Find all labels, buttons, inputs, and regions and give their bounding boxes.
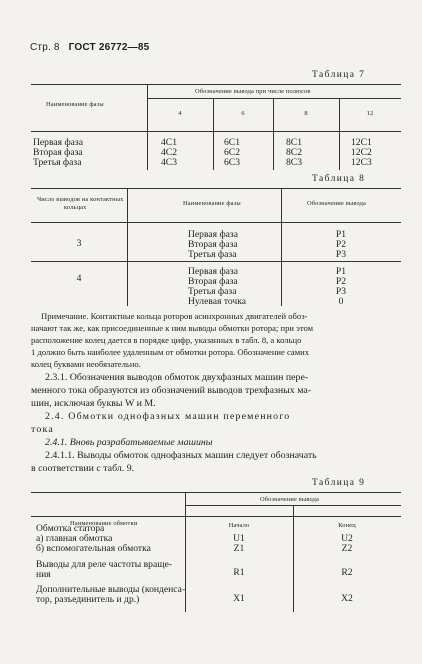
table8-phase-cell: Нулевая точка bbox=[188, 296, 247, 307]
table7-code-cell: 8C2 bbox=[286, 147, 302, 158]
table8-count-cell: 3 bbox=[76, 238, 82, 249]
table9-code-cell: U2 bbox=[341, 533, 353, 544]
table8-col-code: Обозначение вывода bbox=[307, 200, 366, 207]
table8-phase-cell: Третья фаза bbox=[188, 286, 237, 297]
table8-col-phase: Наименование фазы bbox=[183, 200, 241, 207]
table7-pole-6: 6 bbox=[241, 110, 245, 117]
table7-top-rule bbox=[31, 84, 401, 85]
table7-code-cell: 4C1 bbox=[161, 137, 177, 148]
table9-row-label: б) вспомогательная обмотка bbox=[36, 543, 151, 554]
table7-pole-8: 8 bbox=[304, 110, 308, 117]
table8-phase-cell: Первая фаза bbox=[188, 266, 238, 277]
table7-code-cell: 8C1 bbox=[286, 137, 302, 148]
table7-vline bbox=[339, 98, 340, 170]
table9-row-label: ния bbox=[36, 569, 51, 580]
table9-row-label: Обмотка статора bbox=[36, 523, 105, 534]
table7-code-cell: 6C2 bbox=[224, 147, 240, 158]
table8-group-rule bbox=[31, 261, 401, 262]
table7-caption: Таблица 7 bbox=[312, 70, 366, 80]
table9-code-cell: R1 bbox=[233, 567, 245, 578]
standard-number: ГОСТ 26772—85 bbox=[68, 42, 150, 53]
table8-phase-cell: Третья фаза bbox=[188, 249, 237, 260]
note-line: Примечание. Контактные кольца роторов асинхронных двигателей обоз- bbox=[41, 311, 308, 321]
table9-top-rule bbox=[31, 492, 401, 493]
section-2-4-1-heading bbox=[45, 436, 401, 449]
table7-code-cell: 6C3 bbox=[224, 157, 240, 168]
table9-col-end: Конец bbox=[338, 522, 356, 529]
table8-code-cell: P2 bbox=[335, 276, 347, 287]
table7-code-cell: 4C2 bbox=[161, 147, 177, 158]
table7-code-cell: 12C1 bbox=[351, 137, 372, 148]
table7-code-cell: 12C3 bbox=[351, 157, 372, 168]
table8-vline bbox=[127, 188, 128, 306]
table7-phase-cell: Третья фаза bbox=[33, 157, 82, 168]
page-number: Стр. 8 bbox=[30, 42, 60, 53]
paragraph-2-3-1: шин, исключая буквы W и M. bbox=[31, 398, 156, 409]
table7-phase-cell: Вторая фаза bbox=[33, 147, 83, 158]
table8-top-rule bbox=[31, 188, 401, 189]
paragraph-2-4-1-1: 2.4.1.1. Выводы обмоток однофазных машин следует обозначать bbox=[45, 450, 317, 461]
note-line: 1 должно быть наиболее удаленным от обмотки ротора. Обозначение самих bbox=[31, 347, 310, 357]
table9-col-winding: Наименование обмотки bbox=[70, 520, 138, 527]
table8-phase-cell: Первая фаза bbox=[188, 229, 238, 240]
table8-count-cell: 4 bbox=[76, 273, 82, 284]
table9-code-cell: U1 bbox=[233, 533, 245, 544]
table9-code-cell: R2 bbox=[341, 567, 353, 578]
table7-vline bbox=[273, 98, 274, 170]
table7-code-cell: 4C3 bbox=[161, 157, 177, 168]
paragraph-2-4-1-1: в соответствии с табл. 9. bbox=[31, 463, 135, 474]
table9-code-cell: Z2 bbox=[341, 543, 353, 554]
table9-header-rule bbox=[31, 516, 401, 517]
page-header bbox=[30, 42, 149, 53]
table9-row-label: а) главная обмотка bbox=[36, 533, 113, 544]
note-line: начают так же, как присоединенные к ним выводы обмотки ротора; при этом bbox=[31, 323, 314, 333]
table8-code-cell: 0 bbox=[338, 296, 344, 307]
section-2-4-1-text: 2.4.1. Вновь разрабатываемые машины bbox=[45, 437, 213, 448]
table7-code-cell: 12C2 bbox=[351, 147, 372, 158]
paragraph-2-3-1: 2.3.1. Обозначения выводов обмоток двухфазных машин пере- bbox=[45, 372, 309, 383]
table8-header-rule bbox=[31, 222, 401, 223]
table8-col-count: Число выводов на контактных bbox=[37, 196, 124, 203]
note-line: расположение колец дается в порядке цифр, указанных в табл. 8, а кольцо bbox=[31, 335, 302, 345]
table8-phase-cell: Вторая фаза bbox=[188, 239, 238, 250]
table8-code-cell: P2 bbox=[335, 239, 347, 250]
table7-group-rule bbox=[147, 98, 401, 99]
table9-code-cell: Z1 bbox=[233, 543, 245, 554]
table7-vline bbox=[213, 98, 214, 170]
table9-row-label: Дополнительные выводы (конденса- bbox=[36, 584, 186, 595]
table9-caption: Таблица 9 bbox=[312, 478, 366, 488]
table7-col-phase-name: Наименование фазы bbox=[46, 101, 104, 108]
table8-code-cell: P3 bbox=[335, 286, 347, 297]
table8-code-cell: P1 bbox=[335, 266, 347, 277]
table9-group-header: Обозначение вывода bbox=[260, 496, 319, 503]
table9-col-start: Начало bbox=[228, 522, 250, 529]
table9-row-label: тор, разъединитель и др.) bbox=[36, 594, 140, 605]
table7-phase-cell: Первая фаза bbox=[33, 137, 83, 148]
note-line: колец буквами необязательно. bbox=[31, 359, 141, 369]
table8-code-cell: P3 bbox=[335, 249, 347, 260]
table8-col-count-cont: кольцах bbox=[64, 204, 87, 211]
table8-phase-cell: Вторая фаза bbox=[188, 276, 238, 287]
table7-group-header: Обозначение вывода при числе полюсов bbox=[195, 88, 311, 95]
table7-code-cell: 6C1 bbox=[224, 137, 240, 148]
table8-code-cell: P1 bbox=[335, 229, 347, 240]
table7-code-cell: 8C3 bbox=[286, 157, 302, 168]
table9-code-cell: X1 bbox=[233, 593, 245, 604]
table7-pole-4: 4 bbox=[178, 110, 182, 117]
table7-pole-12: 12 bbox=[366, 110, 374, 117]
table9-code-cell: X2 bbox=[341, 593, 353, 604]
section-2-4-heading: тока bbox=[31, 424, 54, 435]
table9-row-label: Выводы для реле частоты враще- bbox=[36, 559, 173, 570]
paragraph-2-3-1: менного тока образуются из обозначений выводов трехфазных ма- bbox=[31, 385, 312, 396]
table8-caption: Таблица 8 bbox=[312, 174, 366, 184]
table7-header-rule bbox=[31, 131, 401, 132]
table7-vline bbox=[147, 84, 148, 170]
section-2-4-heading: 2.4. Обмотки однофазных машин переменного bbox=[45, 411, 291, 422]
